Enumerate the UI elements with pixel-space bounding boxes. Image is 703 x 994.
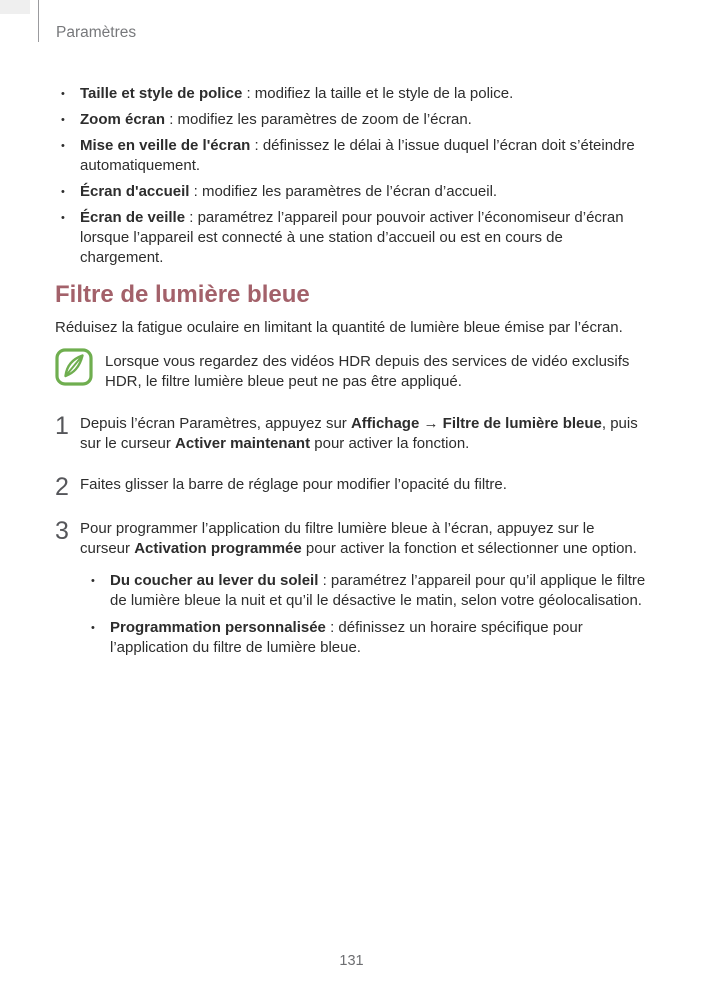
page-header <box>38 0 136 42</box>
bullet-desc: : paramétrez l’appareil pour pouvoir activer l’économiseur d’écran lorsque l’appareil est connecté à une station d’accueil ou est en cours de chargement. <box>80 209 624 266</box>
note-box <box>55 348 648 392</box>
footer-page-number: 131 <box>339 953 364 969</box>
bullet-term: Programmation personnalisée <box>110 619 326 636</box>
step-number: 2 <box>55 473 69 501</box>
step-body <box>80 519 648 665</box>
bullet-term: Écran de veille <box>80 209 186 226</box>
page-content <box>55 84 648 665</box>
list-item <box>85 618 648 658</box>
list-item <box>55 182 648 202</box>
bullet-desc: : paramétrez l’appareil pour qu’il applique le filtre de lumière bleue la nuit et qu’il le désactive le matin, selon votre géolocalisation. <box>110 572 646 609</box>
bullet-term: Zoom écran <box>80 111 166 128</box>
bullet-desc: : modifiez les paramètres de l’écran d’accueil. <box>189 183 498 200</box>
page-header-title: Paramètres <box>56 24 137 41</box>
step-row <box>55 414 648 454</box>
list-item <box>55 208 648 268</box>
step-text: Pour programmer l’application du filtre lumière bleue à l’écran, appuyez sur le curseur Activation programmée pour activer la fonction et sélectionner une option. <box>80 520 637 557</box>
scan-corner-artifact <box>0 0 30 14</box>
note-icon <box>55 348 93 386</box>
step-row <box>55 519 648 665</box>
schedule-options-bullet-list <box>80 571 648 658</box>
bullet-desc: : modifiez la taille et le style de la police. <box>242 85 514 102</box>
bullet-term: Écran d'accueil <box>80 183 190 200</box>
section-heading: Filtre de lumière bleue <box>55 281 310 308</box>
step-body <box>80 414 648 454</box>
step-number: 3 <box>55 517 69 545</box>
step-body <box>80 475 648 495</box>
bullet-desc: : modifiez les paramètres de zoom de l’écran. <box>165 111 472 128</box>
step-text: Depuis l’écran Paramètres, appuyez sur Affichage → Filtre de lumière bleue, puis sur le curseur Activer maintenant pour activer la fonction. <box>80 415 638 452</box>
settings-bullet-list <box>55 84 648 268</box>
bullet-desc: : définissez un horaire spécifique pour l’application du filtre de lumière bleue. <box>110 619 583 656</box>
list-item <box>85 571 648 611</box>
bullet-term: Mise en veille de l'écran <box>80 137 251 154</box>
list-item <box>55 84 648 104</box>
bullet-term: Taille et style de police <box>80 85 243 102</box>
list-item <box>55 110 648 130</box>
bullet-term: Du coucher au lever du soleil <box>110 572 319 589</box>
bullet-desc: : définissez le délai à l’issue duquel l’écran doit s’éteindre automatiquement. <box>80 137 635 174</box>
step-text: Faites glisser la barre de réglage pour modifier l’opacité du filtre. <box>80 476 507 493</box>
note-text: Lorsque vous regardez des vidéos HDR depuis des services de vidéo exclusifs HDR, le filtre lumière bleue peut ne pas être appliqué. <box>105 353 630 390</box>
step-number: 1 <box>55 412 69 440</box>
intro-paragraph: Réduisez la fatigue oculaire en limitant la quantité de lumière bleue émise par l’écran. <box>55 319 623 336</box>
list-item <box>55 136 648 176</box>
step-row <box>55 475 648 499</box>
